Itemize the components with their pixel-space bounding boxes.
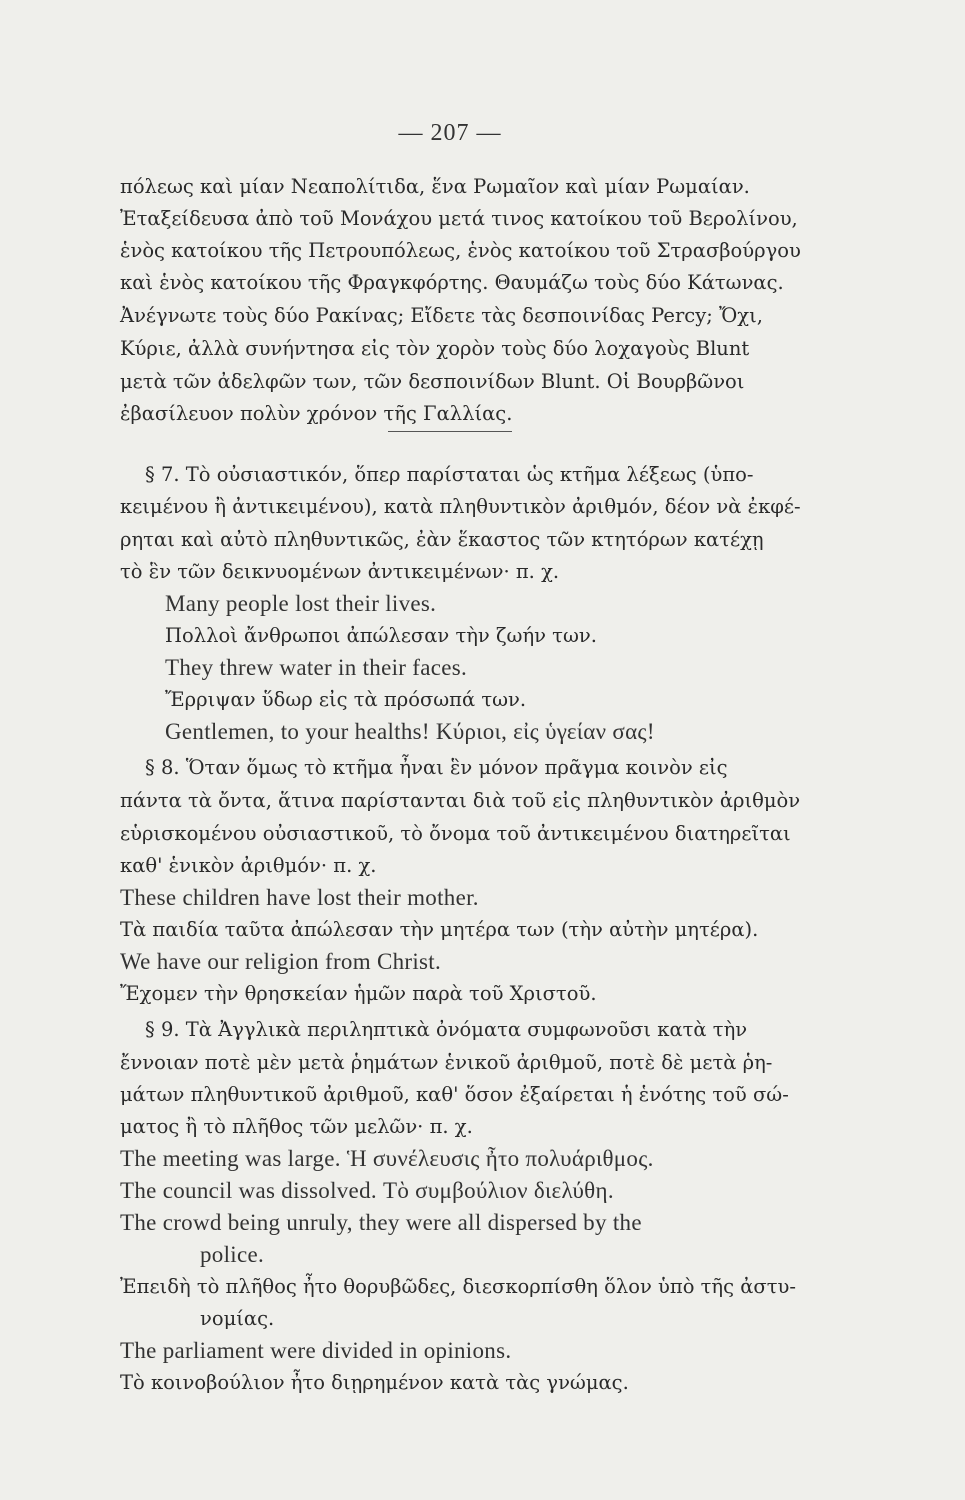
example-english: The crowd being unruly, they were all dispersed by the (120, 1210, 642, 1235)
example-english: They threw water in their faces. (165, 655, 468, 680)
page-number: — 207 — (398, 120, 502, 146)
example-greek: Ἔρριψαν ὕδωρ εἰς τὰ πρόσωπά των. (165, 688, 527, 711)
text-line: πάντα τὰ ὄντα, ἅτινα παρίστανται διὰ τοῦ εἰς πληθυντικὸν ἀριθμὸν (120, 789, 801, 812)
text-line: ἔννοιαν ποτὲ μὲν μετὰ ῥημάτων ἑνικοῦ ἀριθμοῦ, ποτὲ δὲ μετὰ ῥη- (120, 1051, 773, 1074)
text-line: ἑνὸς κατοίκου τῆς Πετρουπόλεως, ἑνὸς κατοίκου τοῦ Στρασβούργου (120, 239, 801, 262)
example-greek: Τὸ κοινοβούλιον ἦτο διῃρημένον κατὰ τὰς γνώμας. (120, 1371, 629, 1394)
example-english: These children have lost their mother. (120, 885, 479, 910)
example-english: We have our religion from Christ. (120, 949, 442, 974)
example-english: The council was dissolved. Τὸ συμβούλιον διελύθη. (120, 1178, 614, 1203)
text-line: εὑρισκομένου οὐσιαστικοῦ, τὸ ὄνομα τοῦ ἀντικειμένου διατηρεῖται (120, 822, 791, 845)
text-line: πόλεως καὶ μίαν Νεαπολίτιδα, ἕνα Ρωμαῖον καὶ μίαν Ρωμαίαν. (120, 175, 750, 198)
text-line: μετὰ τῶν ἀδελφῶν των, τῶν δεσποινίδων Blunt. Οἱ Βουρβῶνοι (120, 370, 745, 393)
text-line: ρηται καὶ αὐτὸ πληθυντικῶς, ἐὰν ἕκαστος τῶν κτητόρων κατέχῃ (120, 528, 764, 551)
example-english: The meeting was large. Ἡ συνέλευσις ἦτο πολυάριθμος. (120, 1146, 654, 1171)
text-line: κειμένου ἢ ἀντικειμένου), κατὰ πληθυντικὸν ἀριθμόν, δέον νὰ ἐκφέ- (120, 495, 801, 518)
text-line: Ἐταξείδευσα ἀπὸ τοῦ Μονάχου μετά τινος κατοίκου τοῦ Βερολίνου, (120, 207, 798, 230)
example-english: Gentlemen, to your healths! Κύριοι, εἰς ὑγείαν σας! (165, 719, 655, 744)
example-greek: νομίας. (200, 1307, 275, 1330)
example-english: The parliament were divided in opinions. (120, 1338, 512, 1363)
text-line: ματος ἢ τὸ πλῆθος τῶν μελῶν· π. χ. (120, 1115, 473, 1138)
text-line: καθ' ἑνικὸν ἀριθμόν· π. χ. (120, 854, 377, 877)
text-line: τὸ ἓν τῶν δεικνυομένων ἀντικειμένων· π. χ. (120, 560, 560, 583)
section-heading-7: § 7. Τὸ οὐσιαστικόν, ὅπερ παρίσταται ὡς κτῆμα λέξεως (ὑπο- (145, 463, 754, 486)
example-greek: Τὰ παιδία ταῦτα ἀπώλεσαν τὴν μητέρα των (τὴν αὐτὴν μητέρα). (120, 918, 759, 941)
example-english: police. (200, 1242, 265, 1267)
text-line: ἐβασίλευον πολὺν χρόνον τῆς Γαλλίας. (120, 402, 513, 425)
section-heading-8: § 8. Ὅταν ὅμως τὸ κτῆμα ἦναι ἓν μόνον πρᾶγμα κοινὸν εἰς (145, 756, 728, 779)
text-line: Ἀνέγνωτε τοὺς δύο Ρακίνας; Εἴδετε τὰς δεσποινίδας Percy; Ὄχι, (120, 304, 763, 327)
section-heading-9: § 9. Τὰ Ἀγγλικὰ περιληπτικὰ ὀνόματα συμφωνοῦσι κατὰ τὴν (145, 1018, 748, 1041)
example-greek: Πολλοὶ ἄνθρωποι ἀπώλεσαν τὴν ζωήν των. (165, 624, 597, 647)
text-line: μάτων πληθυντικοῦ ἀριθμοῦ, καθ' ὅσον ἐξαίρεται ἡ ἑνότης τοῦ σώ- (120, 1083, 789, 1106)
text-line: καὶ ἑνὸς κατοίκου τῆς Φραγκφόρτης. Θαυμάζω τοὺς δύο Κάτωνας. (120, 271, 784, 294)
example-english: Many people lost their lives. (165, 591, 437, 616)
text-line: Κύριε, ἀλλὰ συνήντησα εἰς τὸν χορὸν τοὺς δύο λοχαγοὺς Blunt (120, 337, 750, 360)
example-greek: Ἐπειδὴ τὸ πλῆθος ἦτο θορυβῶδες, διεσκορπίσθη ὅλον ὑπὸ τῆς ἀστυ- (120, 1275, 796, 1298)
section-divider (388, 431, 512, 432)
example-greek: Ἔχομεν τὴν θρησκείαν ἡμῶν παρὰ τοῦ Χριστοῦ. (120, 982, 597, 1005)
